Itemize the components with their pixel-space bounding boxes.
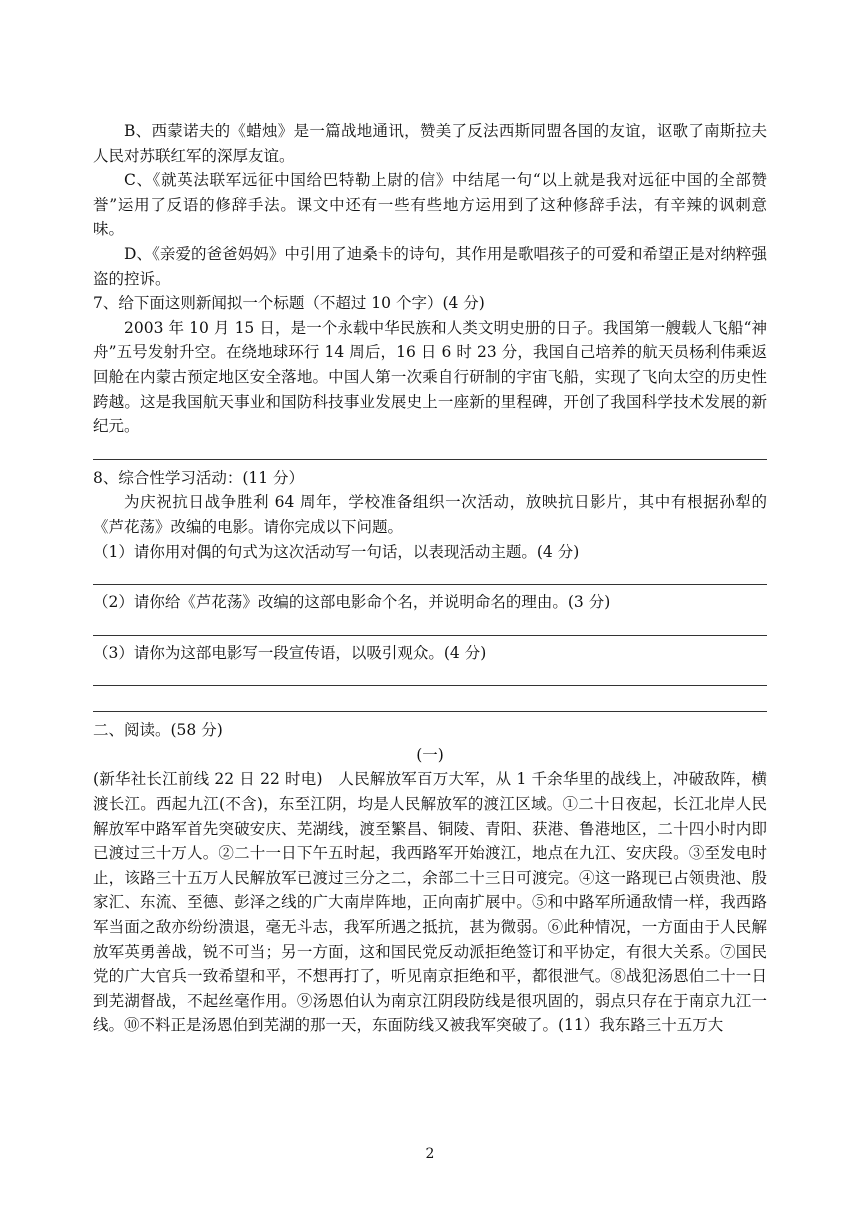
option-c: C、《就英法联军远征中国给巴特勒上尉的信》中结尾一句“以上就是我对远征中国的全部赞誉”运用了反语的修辞手法。课文中还有一些有些地方运用到了这种修辞手法，有辛辣的讽刺意味。	[93, 171, 767, 239]
question-8-sub2: （2）请你给《芦花荡》改编的这部电影命个名，并说明命名的理由。(3 分)	[93, 593, 611, 612]
question-8-sub1: （1）请你用对偶的句式为这次活动写一句话，以表现活动主题。(4 分)	[93, 542, 580, 561]
question-7-prompt: 7、给下面这则新闻拟一个标题（不超过 10 个字）(4 分)	[93, 294, 485, 313]
page-number: 2	[425, 1146, 435, 1162]
section-2-heading: 二、阅读。(58 分)	[93, 721, 223, 740]
option-b: B、西蒙诺夫的《蜡烛》是一篇战地通讯，赞美了反法西斯同盟各国的友谊，讴歌了南斯拉夫人民对苏联红军的深厚友谊。	[93, 122, 767, 165]
page-content	[93, 119, 767, 1038]
reading-passage: (新华社长江前线 22 日 22 时电) 人民解放军百万大军，从 1 千余华里的战线上，冲破敌阵，横渡长江。西起九江(不含)，东至江阴，均是人民解放军的渡江区域。①二十日夜起，长江北岸人民解放军中路军首先突破安庆、芜湖线，渡至繁昌、铜陵、青阳、获港、鲁港地区，二十四小时内即已渡过三十万人。②二十一日下午五时起，我西路军开始渡江，地点在九江、安庆段。③至发电时止，该路三十五万人民解放军已渡过三分之二，余部二十三日可渡完。④这一路现已占领贵池、殷家汇、东流、至德、彭泽之线的广大南岸阵地，正向南扩展中。⑤和中路军所通敌情一样，我西路军当面之敌亦纷纷溃退，毫无斗志，我军所遇之抵抗，甚为微弱。⑥此种情况，一方面由于人民解放军英勇善战，锐不可当；另一方面，这和国民党反动派拒绝签订和平协定，有很大关系。⑦国民党的广大官兵一致希望和平，不想再打了，听见南京拒绝和平，都很泄气。⑧战犯汤恩伯二十一日到芜湖督战，不起丝毫作用。⑨汤恩伯认为南京江阴段防线是很巩固的，弱点只存在于南京九江一线。⑩不料正是汤恩伯到芜湖的那一天，东面防线又被我军突破了。(11）我东路三十五万大	[93, 770, 767, 1035]
question-8-sub3: （3）请你为这部电影写一段宣传语，以吸引观众。(4 分)	[93, 643, 487, 662]
question-8-intro: 为庆祝抗日战争胜利 64 周年，学校准备组织一次活动，放映抗日影片，其中有根据孙犁的《芦花荡》改编的电影。请你完成以下问题。	[93, 493, 767, 536]
option-d: D、《亲爱的爸爸妈妈》中引用了迪桑卡的诗句，其作用是歌唱孩子的可爱和希望正是对纳粹强盗的控诉。	[93, 244, 767, 288]
part-label: (一)	[416, 745, 444, 764]
question-7-passage: 2003 年 10 月 15 日，是一个永载中华民族和人类文明史册的日子。我国第一艘载人飞船“神舟”五号发射升空。在绕地球环行 14 周后，16 日 6 时 23 分，我国自己培养的航天员杨利伟乘返回舱在内蒙古预定地区安全落地。中国人第一次乘自行研制的宇宙飞船，实现了飞向太空的历史性跨越。这是我国航天事业和国防科技事业发展史上一座新的里程碑，开创了我国科学技术发展的新纪元。	[93, 318, 767, 436]
question-8-prompt: 8、综合性学习活动：(11 分）	[93, 468, 305, 487]
